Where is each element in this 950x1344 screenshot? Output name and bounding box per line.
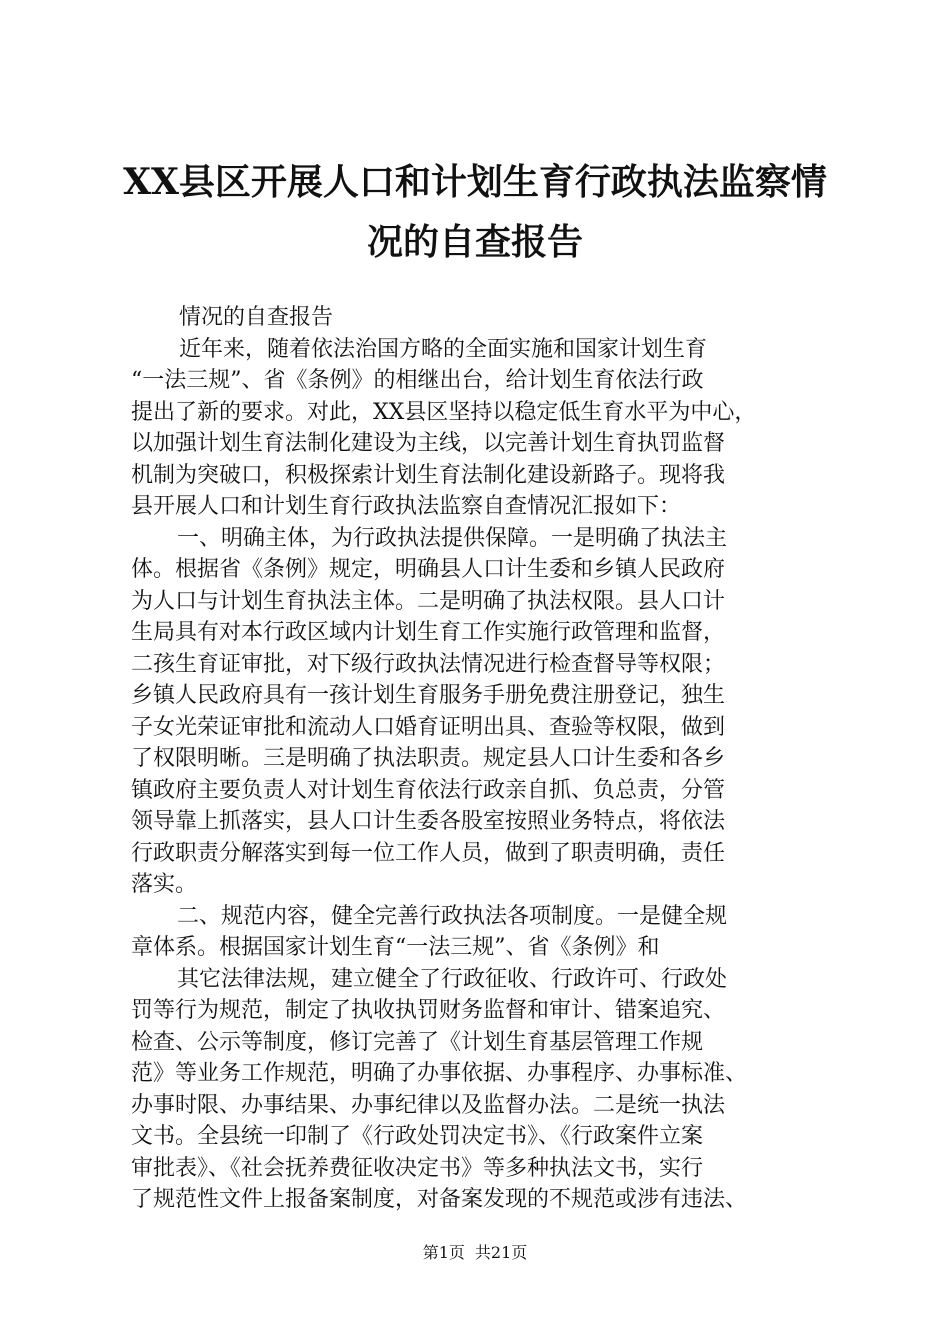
paragraph-line: 文书。全县统一印制了《行政处罚决定书》、《行政案件立案 (131, 1124, 704, 1149)
paragraph-line: 领导靠上抓落实，县人口计生委各股室按照业务特点，将依法 (131, 809, 726, 834)
paragraph-line: 二、规范内容，健全完善行政执法各项制度。一是健全规 (177, 903, 728, 929)
document-body (131, 302, 841, 1216)
subtitle-line: 情况的自查报告 (179, 305, 334, 330)
document-title-line1: XX县区开展人口和计划生育行政执法监察情 (123, 161, 827, 203)
paragraph-line: 了权限明晰。三是明确了执法职责。规定县人口计生委和各乡 (131, 746, 726, 771)
paragraph-line: 二孩生育证审批，对下级行政执法情况进行检查督导等权限； (131, 651, 726, 677)
paragraph-line: 体。根据省《条例》规定，明确县人口计生委和乡镇人民政府 (131, 557, 726, 582)
paragraph-line: 范》等业务工作规范，明确了办事依据、办事程序、办事标准、 (131, 1061, 748, 1086)
page-number: 第1页 (422, 1243, 465, 1262)
paragraph-line: 罚等行为规范，制定了执收执罚财务监督和审计、错案追究、 (131, 998, 726, 1023)
page-total: 共21页 (474, 1243, 528, 1262)
document-title-line2: 况的自查报告 (366, 221, 583, 263)
paragraph-line: 了规范性文件上报备案制度，对备案发现的不规范或涉有违法、 (131, 1187, 748, 1212)
paragraph-line: 以加强计划生育法制化建设为主线，以完善计划生育执罚监督 (131, 431, 726, 456)
paragraph-line: 生局具有对本行政区域内计划生育工作实施行政管理和监督， (131, 620, 726, 645)
paragraph-line: 行政职责分解落实到每一位工作人员，做到了职责明确，责任 (131, 840, 726, 866)
paragraph-line: “一法三规”、省《条例》的相继出台，给计划生育依法行政 (131, 368, 704, 393)
paragraph-line: 办事时限、办事结果、办事纪律以及监督办法。二是统一执法 (131, 1092, 726, 1118)
paragraph-line: 乡镇人民政府具有一孩计划生育服务手册免费注册登记，独生 (131, 683, 726, 708)
paragraph-line: 镇政府主要负责人对计划生育依法行政亲自抓、负总责，分管 (131, 777, 726, 803)
paragraph-line: 检查、公示等制度，修订完善了《计划生育基层管理工作规 (131, 1029, 704, 1055)
paragraph-line: 审批表》、《社会抚养费征收决定书》等多种执法文书，实行 (131, 1155, 704, 1181)
paragraph-line: 一、明确主体，为行政执法提供保障。一是明确了执法主 (177, 525, 728, 551)
page-footer (0, 1243, 950, 1263)
paragraph-line: 提出了新的要求。对此，XX县区坚持以稳定低生育水平为中心， (131, 399, 757, 425)
paragraph-line: 为人口与计划生育执法主体。二是明确了执法权限。县人口计 (131, 588, 726, 614)
paragraph-line: 落实。 (131, 872, 198, 897)
paragraph-line: 近年来，随着依法治国方略的全面实施和国家计划生育 (179, 336, 708, 362)
paragraph-line: 子女光荣证审批和流动人口婚育证明出具、查验等权限，做到 (131, 714, 726, 740)
paragraph-line: 其它法律法规，建立健全了行政征收、行政许可、行政处 (177, 966, 728, 992)
paragraph-line: 章体系。根据国家计划生育“一法三规”、省《条例》和 (131, 935, 660, 960)
paragraph-line: 机制为突破口，积极探索计划生育法制化建设新路子。现将我 (131, 462, 726, 488)
paragraph-line: 县开展人口和计划生育行政执法监察自查情况汇报如下： (131, 494, 682, 519)
